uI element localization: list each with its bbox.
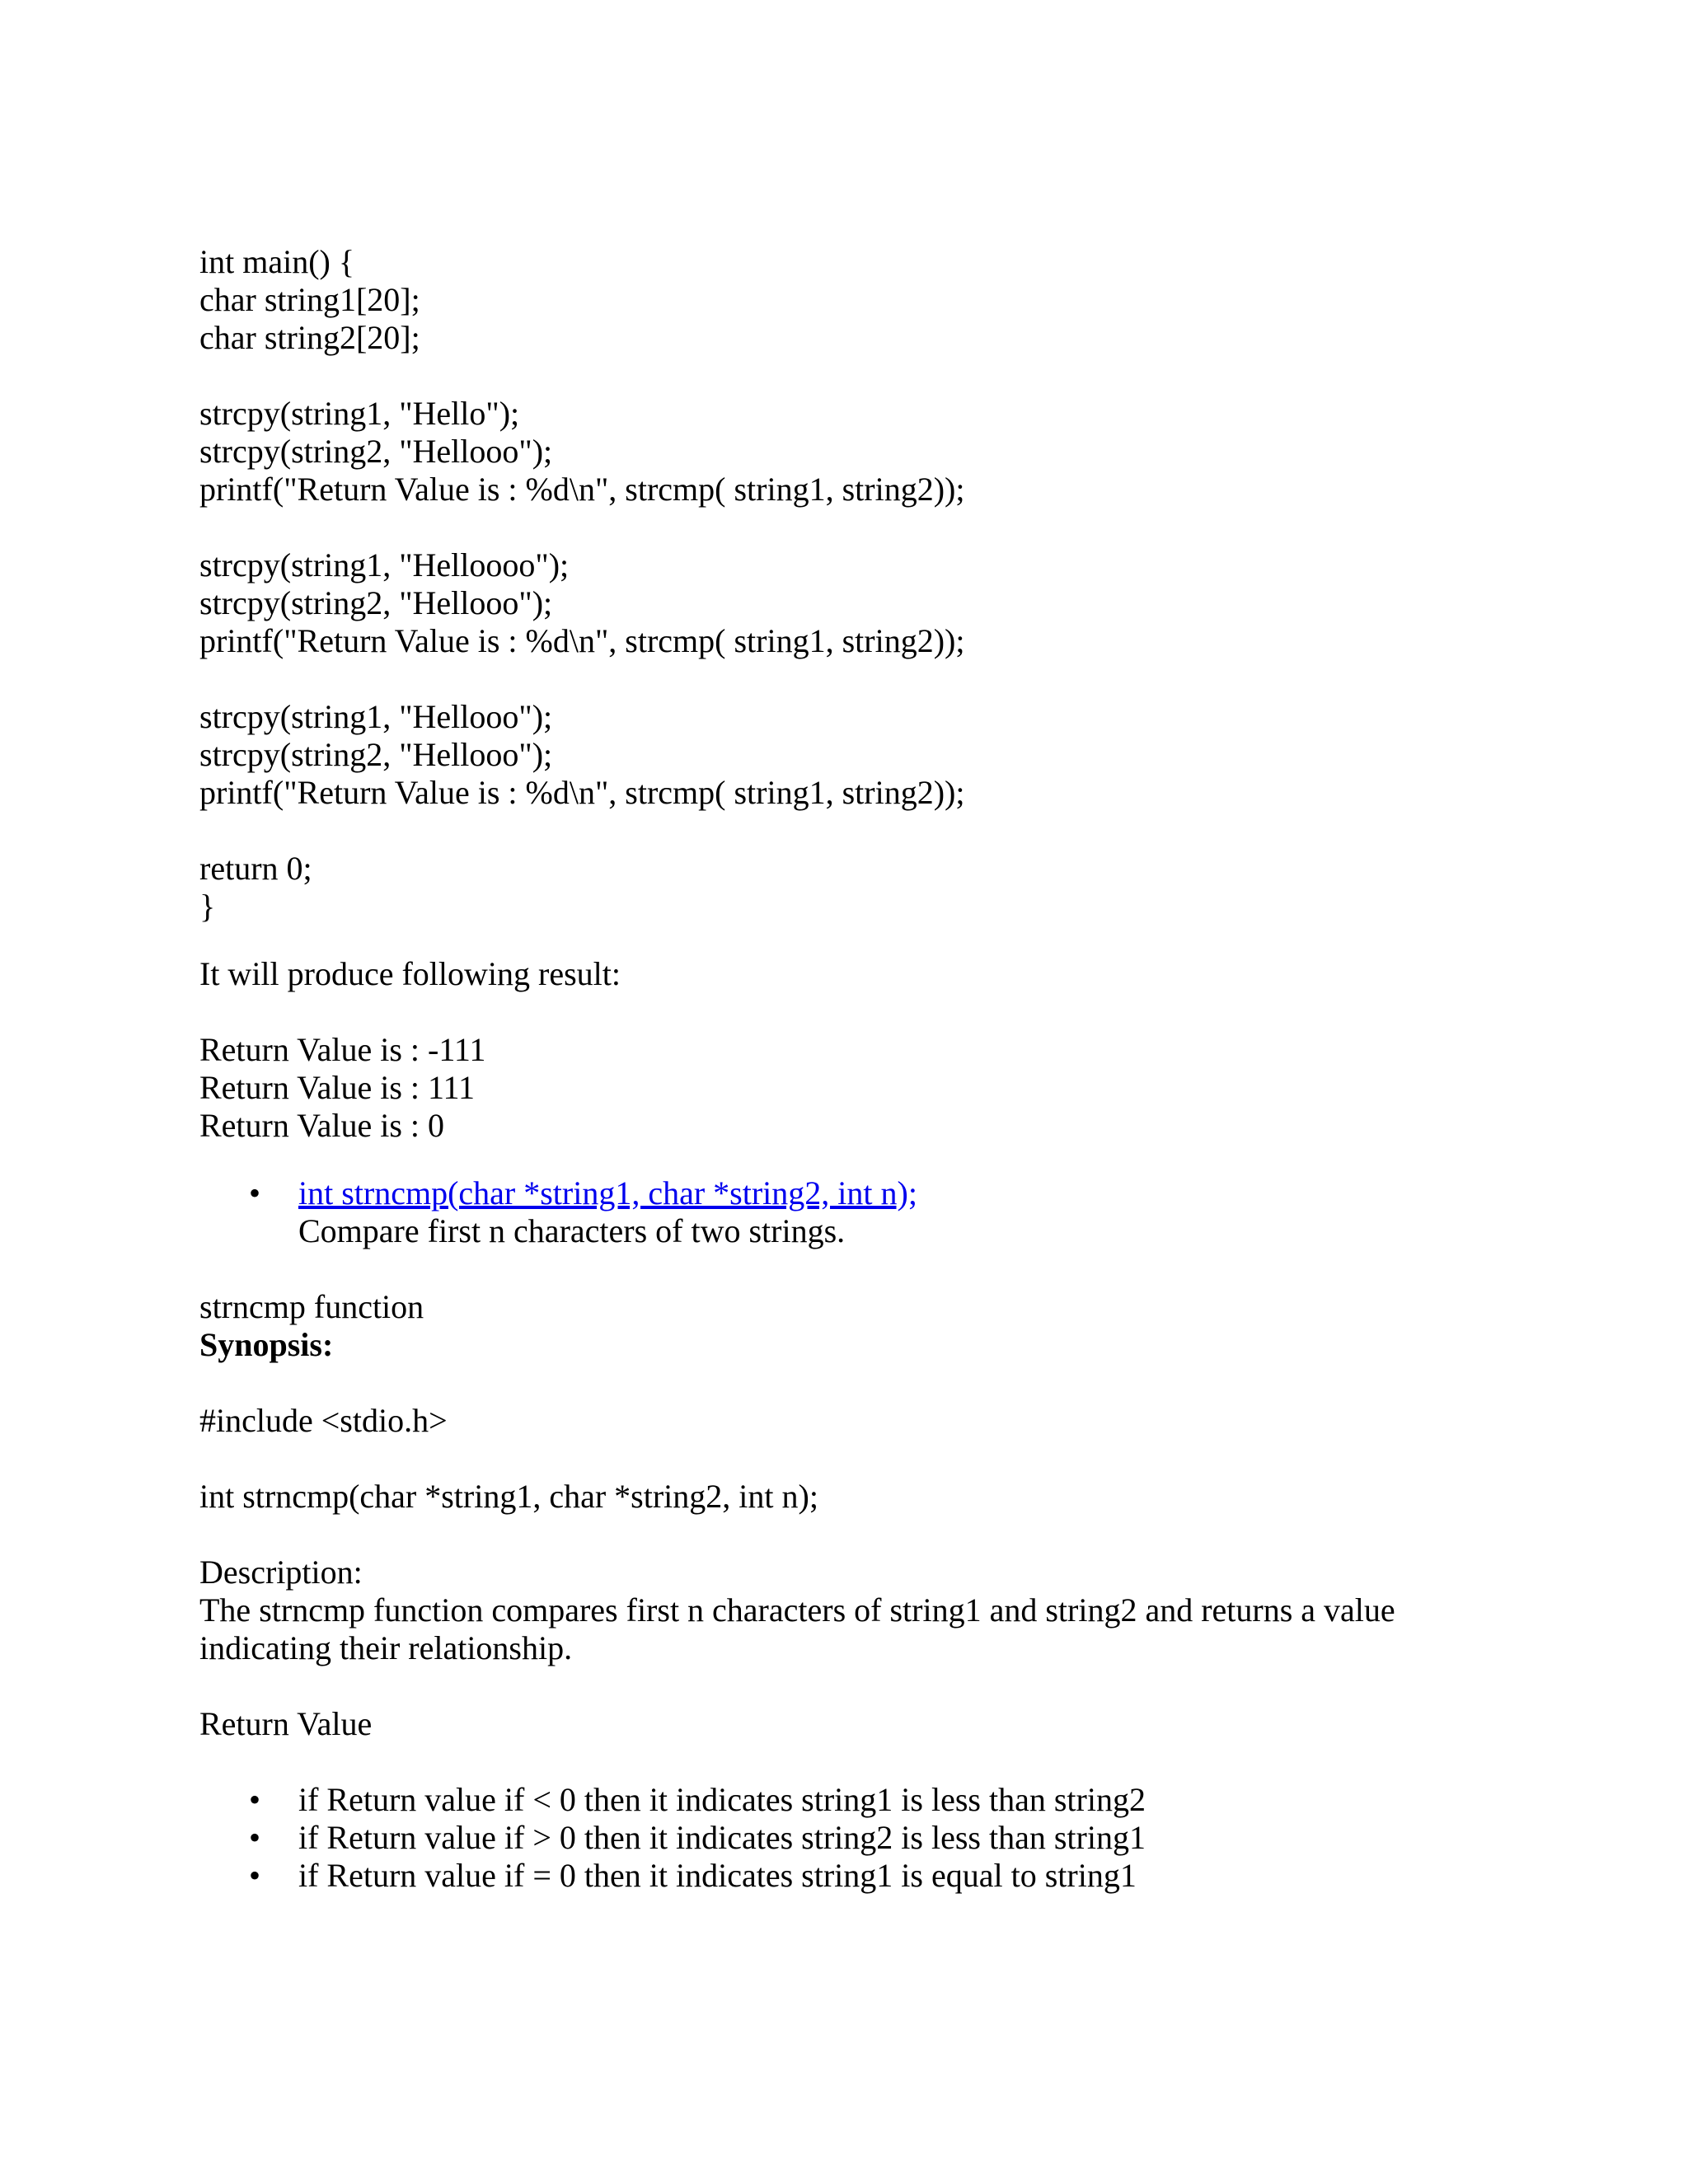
description-text: The strncmp function compares first n characters of string1 and string2 and returns a value indicating their relationship.	[199, 1591, 1395, 1666]
result-intro: It will produce following result:	[199, 955, 621, 992]
return-value-item: if Return value if > 0 then it indicates string2 is less than string1	[298, 1819, 1146, 1856]
code-line: int main() {	[199, 243, 355, 280]
strncmp-summary: Compare first n characters of two strings.	[298, 1212, 846, 1249]
return-value-item: if Return value if < 0 then it indicates string1 is less than string2	[298, 1781, 1146, 1818]
description-label: Description:	[199, 1554, 363, 1591]
code-line: printf("Return Value is : %d\n", strcmp( string1, string2));	[199, 774, 965, 811]
strncmp-link[interactable]: int strncmp(char *string1, char *string2, int n);	[298, 1174, 917, 1212]
function-list	[199, 1174, 1485, 1250]
code-line: strcpy(string2, "Hellooo");	[199, 584, 553, 621]
include-line: #include <stdio.h>	[199, 1402, 448, 1439]
code-line: return 0;	[199, 850, 312, 887]
function-heading: strncmp function	[199, 1288, 424, 1325]
code-line: printf("Return Value is : %d\n", strcmp( string1, string2));	[199, 471, 965, 508]
bullet-icon: •	[249, 1174, 261, 1212]
list-item	[199, 1819, 1485, 1857]
code-block-compare-1	[199, 395, 1485, 509]
code-block-compare-3	[199, 698, 1485, 812]
return-value-item: if Return value if = 0 then it indicates string1 is equal to string1	[298, 1857, 1137, 1894]
result-output	[199, 1031, 1485, 1145]
bullet-icon: •	[249, 1781, 261, 1818]
code-line: strcpy(string1, "Helloooo");	[199, 546, 570, 583]
code-block-declarations	[199, 243, 1485, 357]
document-page	[199, 243, 1485, 1895]
bullet-icon: •	[249, 1819, 261, 1856]
result-line: Return Value is : 111	[199, 1069, 476, 1106]
code-line: strcpy(string1, "Hello");	[199, 395, 520, 432]
bullet-icon: •	[249, 1857, 261, 1894]
prototype-line: int strncmp(char *string1, char *string2, int n);	[199, 1478, 818, 1515]
code-line: }	[199, 888, 216, 925]
code-block-compare-2	[199, 546, 1485, 660]
code-block-return	[199, 850, 1485, 926]
code-line: strcpy(string1, "Hellooo");	[199, 698, 553, 735]
code-line: strcpy(string2, "Hellooo");	[199, 736, 553, 773]
code-line: printf("Return Value is : %d\n", strcmp( string1, string2));	[199, 622, 965, 659]
synopsis-label: Synopsis:	[199, 1326, 334, 1363]
list-item	[199, 1781, 1485, 1819]
return-value-list	[199, 1781, 1485, 1895]
code-line: char string1[20];	[199, 281, 420, 318]
code-line: strcpy(string2, "Hellooo");	[199, 433, 553, 470]
list-item	[199, 1857, 1485, 1895]
result-line: Return Value is : 0	[199, 1107, 445, 1144]
code-line: char string2[20];	[199, 319, 420, 356]
list-item	[199, 1174, 1485, 1250]
return-value-label: Return Value	[199, 1705, 373, 1742]
result-line: Return Value is : -111	[199, 1031, 486, 1068]
